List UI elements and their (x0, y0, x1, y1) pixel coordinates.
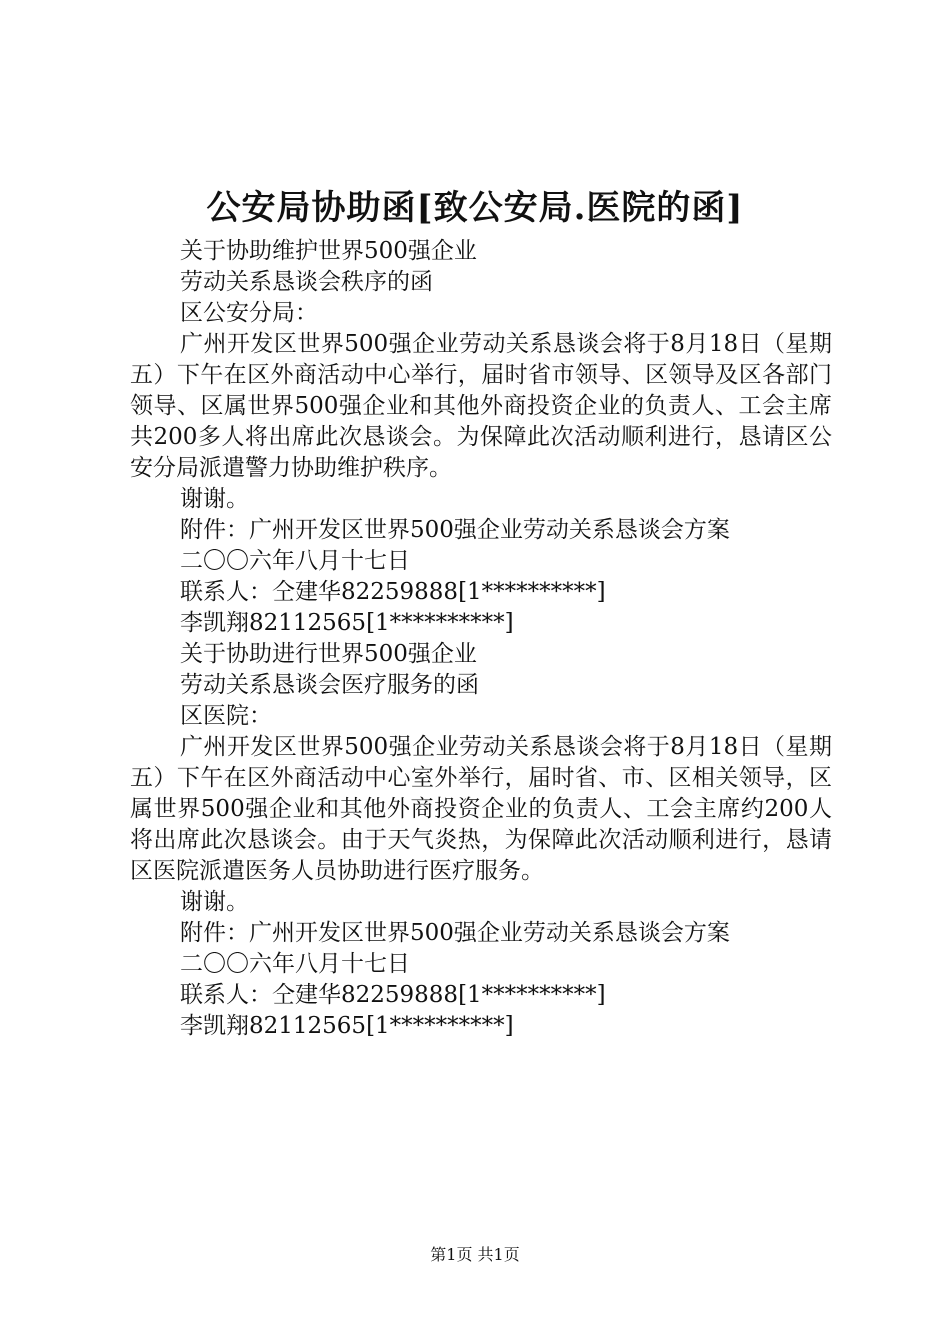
letter1-thanks: 谢谢。 (180, 486, 249, 512)
page-footer: 第1页 共1页 (430, 1245, 520, 1264)
letter2-subject-line1: 关于协助进行世界500强企业 (180, 641, 477, 667)
letter2-addressee: 区医院： (180, 703, 272, 729)
letter1-addressee: 区公安分局： (180, 300, 318, 326)
letter1-contact1: 联系人：仝建华82259888[1**********] (180, 579, 606, 605)
letter2-body-paragraph: 广州开发区世界500强企业劳动关系恳谈会将于8月18日（星期五）下午在区外商活动中心室外举行，届时省、市、区相关领导，区属世界500强企业和其他外商投资企业的负责人、工会主席约200人将出席此次恳谈会。由于天气炎热，为保障此次活动顺利进行，恳请区医院派遣医务人员协助进行医疗服务。 (130, 734, 832, 884)
letter1-body-paragraph: 广州开发区世界500强企业劳动关系恳谈会将于8月18日（星期五）下午在区外商活动中心举行，届时省市领导、区领导及区各部门领导、区属世界500强企业和其他外商投资企业的负责人、工会主席共200多人将出席此次恳谈会。为保障此次活动顺利进行，恳请区公安分局派遣警力协助维护秩序。 (130, 331, 832, 481)
letter2-contact1: 联系人：仝建华82259888[1**********] (180, 982, 606, 1008)
document-title: 公安局协助函[致公安局.医院的函] (206, 188, 744, 228)
letter1-subject-line2: 劳动关系恳谈会秩序的函 (180, 269, 433, 295)
document-body (130, 236, 832, 1042)
letter1-attachment: 附件：广州开发区世界500强企业劳动关系恳谈会方案 (180, 517, 730, 543)
letter2-attachment: 附件：广州开发区世界500强企业劳动关系恳谈会方案 (180, 920, 730, 946)
letter2-contact2: 李凯翔82112565[1**********] (180, 1013, 514, 1039)
letter1-date: 二〇〇六年八月十七日 (180, 548, 410, 574)
letter1-contact2: 李凯翔82112565[1**********] (180, 610, 514, 636)
letter1-subject-line1: 关于协助维护世界500强企业 (180, 238, 477, 264)
letter2-thanks: 谢谢。 (180, 889, 249, 915)
letter2-subject-line2: 劳动关系恳谈会医疗服务的函 (180, 672, 479, 698)
letter2-date: 二〇〇六年八月十七日 (180, 951, 410, 977)
